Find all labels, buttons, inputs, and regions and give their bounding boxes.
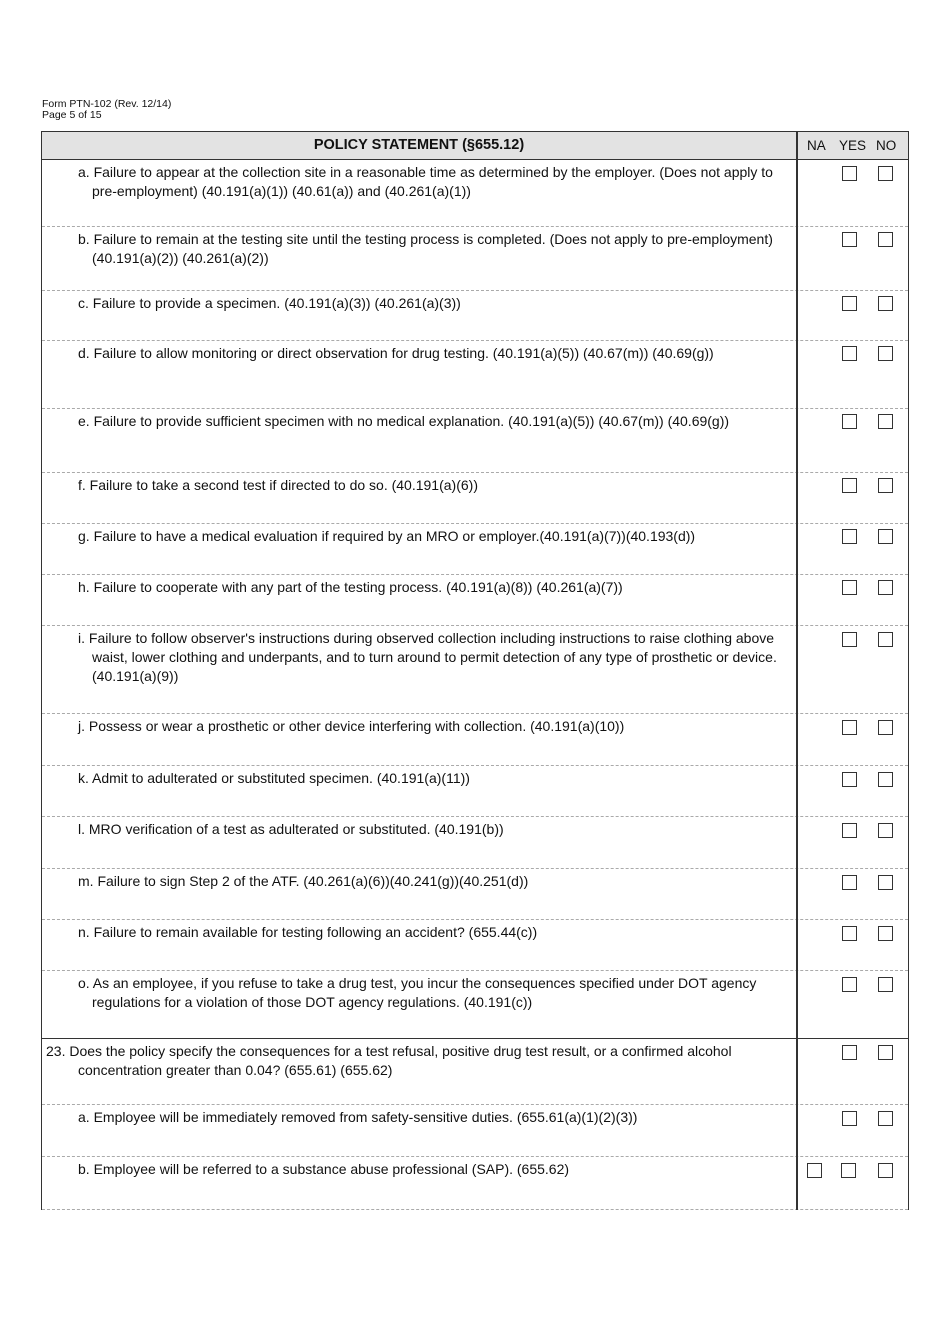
row-text: i. Failure to follow observer's instructions during observed collection including instructions to raise clothing above waist, lower clothing and underpants, and to turn around to permit detection of any type of prosthetic or device. (40.191(a)(9)) [78, 630, 777, 684]
row-text: c. Failure to provide a specimen. (40.191(a)(3)) (40.261(a)(3)) [78, 295, 461, 311]
table-row [42, 341, 908, 409]
no-checkbox[interactable] [878, 414, 893, 429]
no-checkbox[interactable] [878, 875, 893, 890]
yes-checkbox[interactable] [842, 632, 857, 647]
yes-checkbox[interactable] [842, 478, 857, 493]
yes-checkbox[interactable] [842, 772, 857, 787]
row-text: a. Employee will be immediately removed from safety-sensitive duties. (655.61(a)(1)(2)(3)) [78, 1109, 638, 1125]
row-text: f. Failure to take a second test if directed to do so. (40.191(a)(6)) [78, 477, 478, 493]
table-row [42, 227, 908, 291]
yes-checkbox[interactable] [842, 414, 857, 429]
row-text: g. Failure to have a medical evaluation if required by an MRO or employer.(40.191(a)(7))(40.193(d)) [78, 528, 696, 544]
table-row [42, 409, 908, 473]
col-yes-header: YES [839, 138, 867, 153]
col-no-header: NO [876, 138, 897, 153]
column-divider [796, 131, 798, 1210]
no-checkbox[interactable] [878, 580, 893, 595]
row-text: o. As an employee, if you refuse to take a drug test, you incur the consequences specified under DOT agency regulations for a violation of those DOT agency regulations. (40.191(c)) [78, 975, 757, 1010]
policy-statement-table [41, 131, 909, 1210]
table-row [42, 920, 908, 971]
no-checkbox[interactable] [878, 232, 893, 247]
yes-checkbox[interactable] [842, 232, 857, 247]
yes-checkbox[interactable] [842, 1045, 857, 1060]
row-text: m. Failure to sign Step 2 of the ATF. (40.261(a)(6))(40.241(g))(40.251(d)) [78, 873, 529, 889]
yes-checkbox[interactable] [842, 1111, 857, 1126]
table-row [42, 1157, 908, 1210]
row-text: b. Employee will be referred to a substance abuse professional (SAP). (655.62) [78, 1161, 570, 1177]
yes-checkbox[interactable] [841, 1163, 856, 1178]
col-na-header: NA [807, 138, 826, 153]
row-text: d. Failure to allow monitoring or direct observation for drug testing. (40.191(a)(5)) (40.67(m)) (40.69(g)) [78, 345, 714, 361]
table-row [42, 524, 908, 575]
no-checkbox[interactable] [878, 772, 893, 787]
table-header [42, 131, 908, 160]
yes-checkbox[interactable] [842, 529, 857, 544]
no-checkbox[interactable] [878, 1111, 893, 1126]
no-checkbox[interactable] [878, 296, 893, 311]
row-text: h. Failure to cooperate with any part of the testing process. (40.191(a)(8)) (40.261(a)(7)) [78, 579, 623, 595]
no-checkbox[interactable] [878, 346, 893, 361]
no-checkbox[interactable] [878, 977, 893, 992]
table-row [42, 817, 908, 869]
table-title: POLICY STATEMENT (§655.12) [313, 137, 525, 153]
table-row [42, 291, 908, 341]
form-header [42, 99, 171, 121]
table-row [42, 869, 908, 920]
table-row [42, 575, 908, 626]
no-checkbox[interactable] [878, 926, 893, 941]
row-text: a. Failure to appear at the collection site in a reasonable time as determined by the employer. (Does not apply to pre-employment) (40.191(a)(1)) (40.61(a)) and (40.261(a)(1)) [78, 164, 773, 199]
table-row [42, 626, 908, 714]
yes-checkbox[interactable] [842, 296, 857, 311]
row-text: n. Failure to remain available for testing following an accident? (655.44(c)) [78, 924, 538, 940]
table-row [42, 473, 908, 524]
no-checkbox[interactable] [878, 1045, 893, 1060]
yes-checkbox[interactable] [842, 977, 857, 992]
table-row [42, 1039, 908, 1105]
row-text: e. Failure to provide sufficient specimen with no medical explanation. (40.191(a)(5)) (40.67(m)) (40.69(g)) [78, 413, 730, 429]
no-checkbox[interactable] [878, 823, 893, 838]
row-text: l. MRO verification of a test as adulterated or substituted. (40.191(b)) [78, 821, 504, 837]
no-checkbox[interactable] [878, 478, 893, 493]
yes-checkbox[interactable] [842, 346, 857, 361]
no-checkbox[interactable] [878, 166, 893, 181]
row-text: k. Admit to adulterated or substituted specimen. (40.191(a)(11)) [78, 770, 470, 786]
table-row [42, 160, 908, 227]
yes-checkbox[interactable] [842, 875, 857, 890]
row-text: j. Possess or wear a prosthetic or other device interfering with collection. (40.191(a)(10)) [78, 718, 625, 734]
yes-checkbox[interactable] [842, 580, 857, 595]
no-checkbox[interactable] [878, 1163, 893, 1178]
question-text: 23. Does the policy specify the consequences for a test refusal, positive drug test result, or a confirmed alcohol concentration greater than 0.04? (655.61) (655.62) [46, 1043, 732, 1078]
yes-checkbox[interactable] [842, 720, 857, 735]
table-row [42, 714, 908, 766]
na-checkbox[interactable] [807, 1163, 822, 1178]
yes-checkbox[interactable] [842, 926, 857, 941]
form-id: Form PTN-102 (Rev. 12/14) [42, 98, 172, 110]
table-row [42, 971, 908, 1039]
no-checkbox[interactable] [878, 529, 893, 544]
table-row [42, 1105, 908, 1157]
table-row [42, 766, 908, 817]
no-checkbox[interactable] [878, 632, 893, 647]
yes-checkbox[interactable] [842, 166, 857, 181]
yes-checkbox[interactable] [842, 823, 857, 838]
no-checkbox[interactable] [878, 720, 893, 735]
row-text: b. Failure to remain at the testing site until the testing process is completed. (Does not apply to pre-employment) (40.191(a)(2)) (40.261(a)(2)) [78, 231, 773, 266]
page-number: Page 5 of 15 [42, 109, 102, 121]
